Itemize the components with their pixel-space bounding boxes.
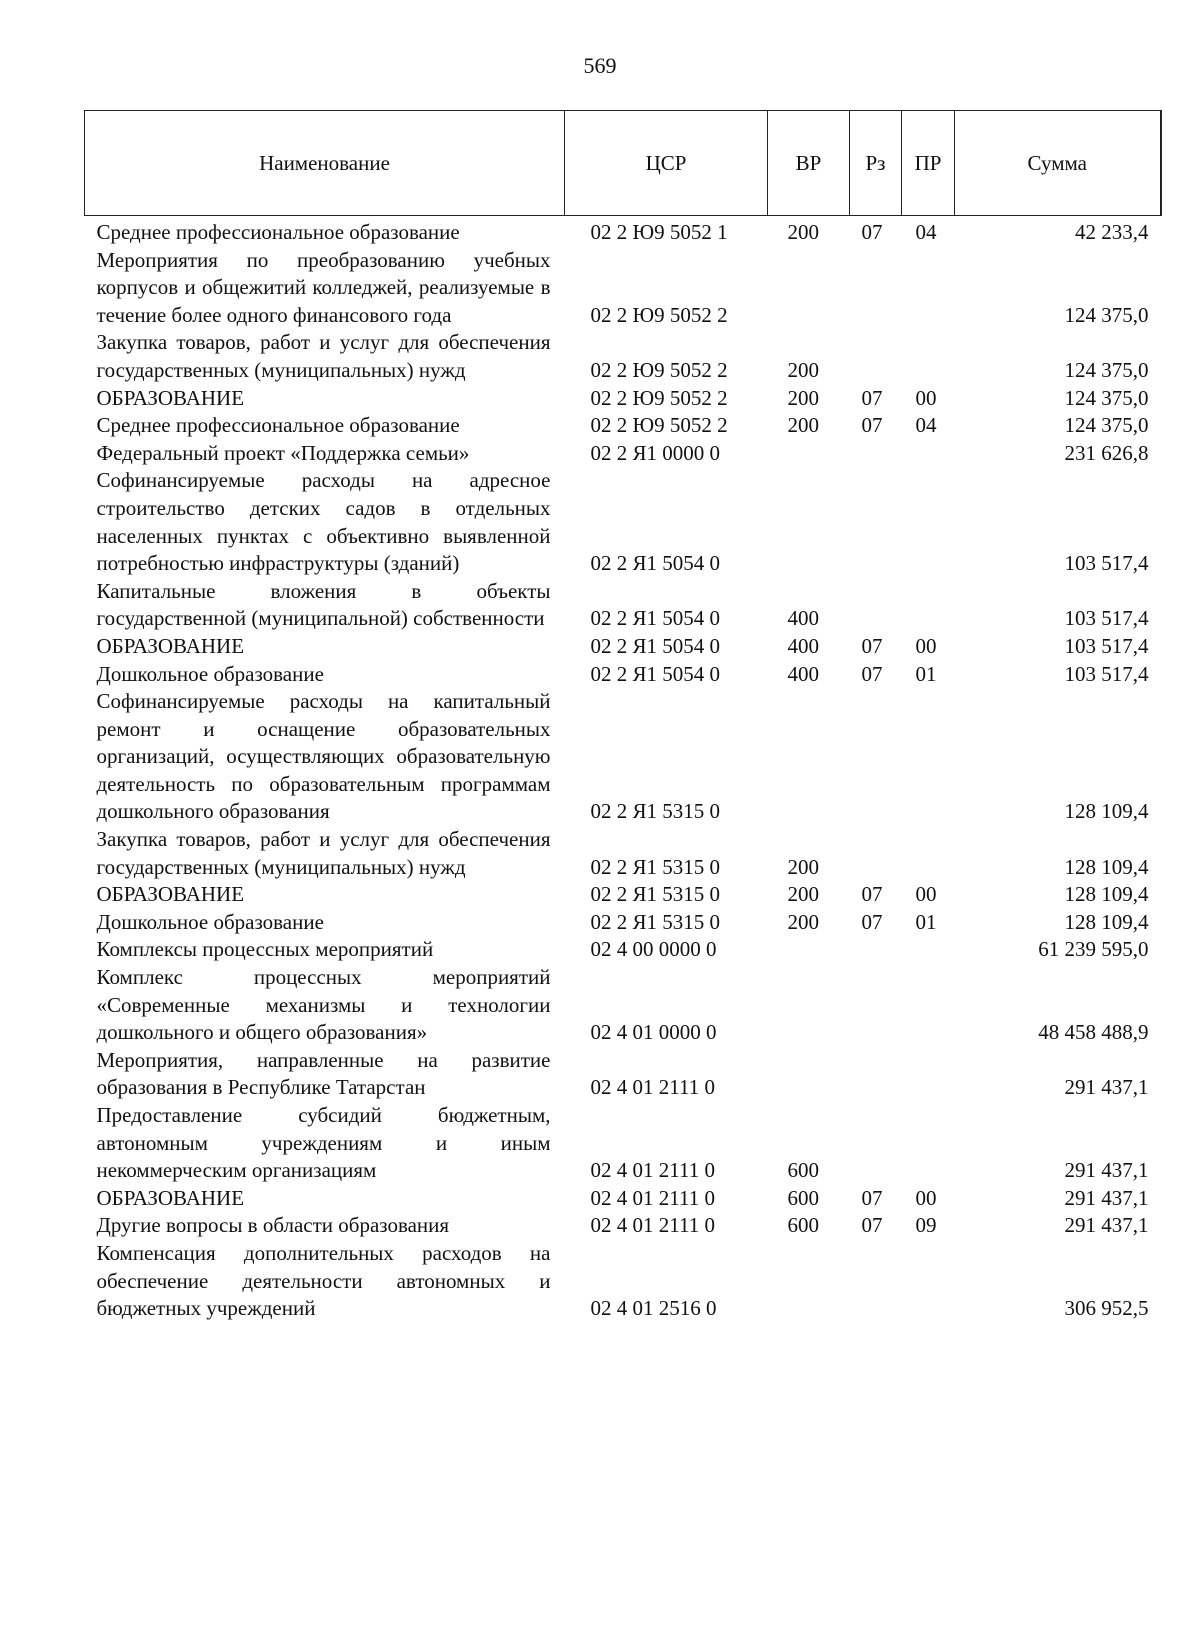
- cell-sum: 306 952,5: [1064, 1296, 1149, 1321]
- cell-rz: [850, 329, 902, 384]
- cell-name: Дошкольное образование: [96, 909, 324, 934]
- table-row: [85, 329, 1161, 384]
- cell-name: Среднее профессиональное образование: [96, 220, 460, 244]
- cell-vr: [768, 964, 850, 1047]
- cell-pr: 09: [915, 1213, 937, 1238]
- cell-rz: [850, 936, 902, 964]
- cell-name: ОБРАЗОВАНИЕ: [96, 385, 245, 410]
- cell-rz: 07: [861, 1213, 883, 1238]
- cell-vr: 600: [787, 1213, 819, 1238]
- cell-csr: 02 2 Я1 5054 0: [590, 606, 721, 631]
- cell-name: Комплекс процессных мероприятий «Современные механизмы и технологии дошкольного и общего образования»: [96, 965, 551, 1045]
- cell-name: Софинансируемые расходы на капитальный ремонт и оснащение образовательных организаций, осуществляющих образовательную деятельность по образовательным программам дошкольного образования: [96, 689, 551, 824]
- cell-pr: 00: [915, 1185, 937, 1210]
- cell-sum: 124 375,0: [1064, 385, 1149, 410]
- table-row: [85, 881, 1161, 909]
- cell-pr: 01: [915, 909, 937, 934]
- cell-name: Мероприятия по преобразованию учебных корпусов и общежитий колледжей, реализуемые в течение более одного финансового года: [96, 247, 551, 327]
- cell-vr: [768, 688, 850, 826]
- cell-pr: [902, 826, 955, 881]
- cell-vr: 600: [787, 1185, 819, 1210]
- cell-name: ОБРАЗОВАНИЕ: [96, 882, 245, 907]
- cell-sum: 42 233,4: [1075, 220, 1149, 244]
- cell-name: Капитальные вложения в объекты государственной (муниципальной) собственности: [96, 578, 551, 631]
- cell-rz: [850, 467, 902, 577]
- table-row: [85, 247, 1161, 330]
- cell-rz: [850, 826, 902, 881]
- cell-csr: 02 2 Ю9 5052 1: [590, 220, 728, 244]
- table-row: [85, 688, 1161, 826]
- cell-rz: 07: [861, 909, 883, 934]
- header-sum: Сумма: [955, 111, 1161, 216]
- table-row: [85, 385, 1161, 413]
- cell-vr: [768, 247, 850, 330]
- table-row: [85, 467, 1161, 577]
- table-row: [85, 1212, 1161, 1240]
- table-header: [85, 111, 1161, 216]
- cell-name: Федеральный проект «Поддержка семьи»: [96, 440, 470, 465]
- cell-sum: 291 437,1: [1064, 1158, 1149, 1183]
- cell-csr: 02 2 Я1 0000 0: [590, 440, 721, 465]
- table-row: [85, 1047, 1161, 1102]
- cell-vr: 200: [787, 357, 819, 382]
- table-row: [85, 661, 1161, 689]
- table-row: [85, 216, 1161, 247]
- cell-pr: [902, 1102, 955, 1185]
- cell-rz: 07: [861, 220, 883, 244]
- table-row: [85, 964, 1161, 1047]
- cell-csr: 02 2 Я1 5315 0: [590, 799, 721, 824]
- cell-vr: 200: [787, 385, 819, 410]
- cell-csr: 02 2 Я1 5054 0: [590, 661, 721, 686]
- header-rz: Рз: [850, 111, 902, 216]
- cell-name: Комплексы процессных мероприятий: [96, 937, 434, 962]
- cell-sum: 61 239 595,0: [1038, 937, 1149, 962]
- cell-rz: [850, 440, 902, 468]
- cell-vr: [768, 1047, 850, 1102]
- cell-rz: 07: [861, 413, 883, 438]
- cell-pr: 00: [915, 385, 937, 410]
- cell-csr: 02 2 Я1 5315 0: [590, 882, 721, 907]
- cell-pr: 00: [915, 633, 937, 658]
- cell-vr: 400: [787, 661, 819, 686]
- cell-csr: 02 2 Я1 5315 0: [590, 909, 721, 934]
- cell-pr: [902, 329, 955, 384]
- header-vr: ВР: [768, 111, 850, 216]
- cell-vr: 200: [787, 909, 819, 934]
- cell-name: Дошкольное образование: [96, 661, 324, 686]
- cell-pr: 04: [915, 220, 937, 244]
- budget-table: [84, 110, 1162, 1323]
- header-name: Наименование: [85, 111, 565, 216]
- cell-csr: 02 2 Я1 5054 0: [590, 633, 721, 658]
- cell-sum: 128 109,4: [1064, 909, 1149, 934]
- cell-name: Другие вопросы в области образования: [96, 1213, 450, 1238]
- table-row: [85, 936, 1161, 964]
- cell-pr: [902, 467, 955, 577]
- cell-vr: [768, 1240, 850, 1323]
- cell-sum: 103 517,4: [1064, 661, 1149, 686]
- cell-pr: [902, 247, 955, 330]
- cell-sum: 291 437,1: [1064, 1185, 1149, 1210]
- header-pr: ПР: [902, 111, 955, 216]
- table-row: [85, 1102, 1161, 1185]
- cell-sum: 291 437,1: [1064, 1213, 1149, 1238]
- cell-rz: 07: [861, 882, 883, 907]
- cell-name: Закупка товаров, работ и услуг для обеспечения государственных (муниципальных) нужд: [96, 827, 551, 879]
- cell-csr: 02 2 Ю9 5052 2: [590, 302, 728, 327]
- cell-name: Закупка товаров, работ и услуг для обеспечения государственных (муниципальных) нужд: [96, 330, 551, 382]
- cell-rz: [850, 688, 902, 826]
- table-row: [85, 1185, 1161, 1213]
- cell-vr: 200: [787, 220, 819, 244]
- cell-name: ОБРАЗОВАНИЕ: [96, 1185, 245, 1210]
- header-csr: ЦСР: [565, 111, 768, 216]
- cell-pr: [902, 964, 955, 1047]
- table-row: [85, 633, 1161, 661]
- cell-rz: [850, 1240, 902, 1323]
- cell-sum: 103 517,4: [1064, 551, 1149, 576]
- cell-sum: 231 626,8: [1064, 440, 1149, 465]
- cell-csr: 02 4 01 2111 0: [590, 1213, 715, 1238]
- cell-csr: 02 4 00 0000 0: [590, 937, 717, 962]
- table-row: [85, 826, 1161, 881]
- cell-vr: 400: [787, 606, 819, 631]
- cell-vr: [768, 440, 850, 468]
- cell-pr: [902, 1240, 955, 1323]
- cell-vr: 600: [787, 1158, 819, 1183]
- cell-pr: [902, 440, 955, 468]
- cell-rz: [850, 247, 902, 330]
- cell-pr: 04: [915, 413, 937, 438]
- cell-pr: 01: [915, 661, 937, 686]
- cell-vr: [768, 467, 850, 577]
- cell-vr: 200: [787, 882, 819, 907]
- table-body: [85, 216, 1161, 1323]
- cell-csr: 02 4 01 2111 0: [590, 1158, 715, 1183]
- cell-vr: 200: [787, 854, 819, 879]
- cell-sum: 291 437,1: [1064, 1075, 1149, 1100]
- cell-sum: 124 375,0: [1064, 413, 1149, 438]
- cell-csr: 02 2 Ю9 5052 2: [590, 357, 728, 382]
- cell-name: ОБРАЗОВАНИЕ: [96, 633, 245, 658]
- cell-sum: 103 517,4: [1064, 633, 1149, 658]
- cell-csr: 02 2 Я1 5054 0: [590, 551, 721, 576]
- cell-rz: [850, 578, 902, 633]
- table-row: [85, 412, 1161, 440]
- cell-name: Среднее профессиональное образование: [96, 413, 460, 438]
- cell-csr: 02 2 Я1 5315 0: [590, 854, 721, 879]
- table-row: [85, 440, 1161, 468]
- cell-sum: 124 375,0: [1064, 357, 1149, 382]
- cell-pr: 00: [915, 882, 937, 907]
- cell-vr: 200: [787, 413, 819, 438]
- cell-sum: 124 375,0: [1064, 302, 1149, 327]
- table-row: [85, 909, 1161, 937]
- cell-pr: [902, 578, 955, 633]
- page-number: 569: [583, 53, 617, 78]
- cell-sum: 128 109,4: [1064, 882, 1149, 907]
- cell-sum: 48 458 488,9: [1038, 1020, 1149, 1045]
- cell-sum: 128 109,4: [1064, 799, 1149, 824]
- cell-name: Мероприятия, направленные на развитие образования в Республике Татарстан: [96, 1047, 551, 1100]
- cell-rz: 07: [861, 1185, 883, 1210]
- cell-pr: [902, 688, 955, 826]
- cell-vr: 400: [787, 633, 819, 658]
- cell-csr: 02 2 Ю9 5052 2: [590, 413, 728, 438]
- cell-name: Предоставление субсидий бюджетным, автономным учреждениям и иным некоммерческим организациям: [96, 1103, 551, 1183]
- cell-sum: 128 109,4: [1064, 854, 1149, 879]
- cell-pr: [902, 1047, 955, 1102]
- cell-rz: 07: [861, 661, 883, 686]
- cell-rz: 07: [861, 633, 883, 658]
- header-row: [85, 111, 1161, 216]
- cell-csr: 02 4 01 2516 0: [590, 1296, 717, 1321]
- cell-csr: 02 4 01 2111 0: [590, 1185, 715, 1210]
- cell-csr: 02 2 Ю9 5052 2: [590, 385, 728, 410]
- table-row: [85, 578, 1161, 633]
- table-row: [85, 1240, 1161, 1323]
- cell-name: Компенсация дополнительных расходов на обеспечение деятельности автономных и бюджетных учреждений: [96, 1240, 551, 1321]
- cell-csr: 02 4 01 2111 0: [590, 1075, 715, 1100]
- cell-rz: [850, 1102, 902, 1185]
- cell-rz: [850, 964, 902, 1047]
- cell-rz: 07: [861, 385, 883, 410]
- cell-csr: 02 4 01 0000 0: [590, 1020, 717, 1045]
- cell-name: Софинансируемые расходы на адресное строительство детских садов в отдельных населенных пунктах с объективно выявленной потребностью инфраструктуры (зданий): [96, 468, 551, 576]
- cell-sum: 103 517,4: [1064, 606, 1149, 631]
- cell-rz: [850, 1047, 902, 1102]
- cell-vr: [768, 936, 850, 964]
- cell-pr: [902, 936, 955, 964]
